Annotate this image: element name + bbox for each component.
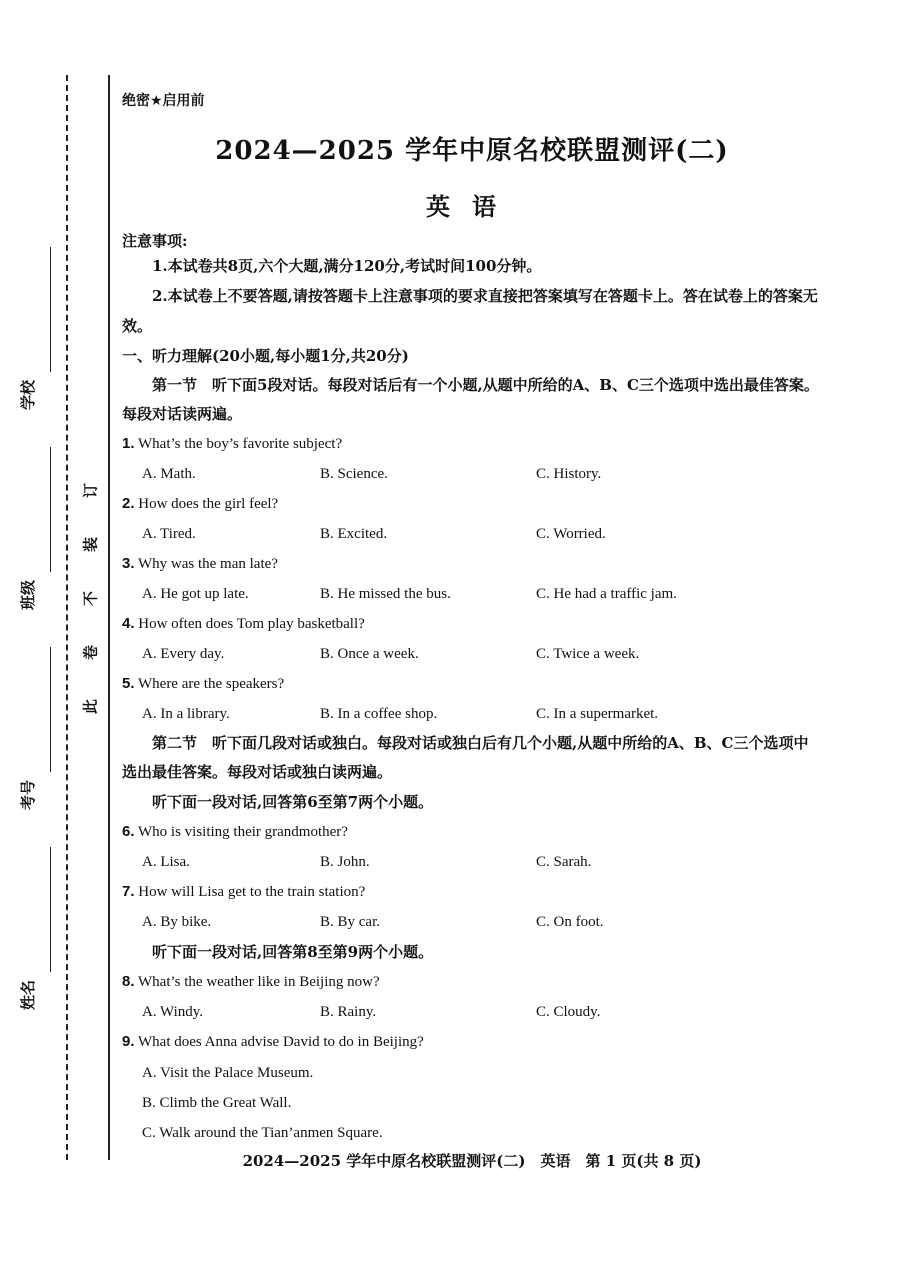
option-b: B. Science. [320,465,388,482]
option-a: A. Visit the Palace Museum. [142,1064,314,1081]
option-b: B. He missed the bus. [320,585,451,602]
part1-instructions: 第一节 听下面5段对话。每段对话后有一个小题,从题中所给的A、B、C三个选项中选出最佳答案。每段对话读两遍。 [122,376,819,423]
option-c: C. Twice a week. [536,645,640,662]
option-c: C. On foot. [536,913,604,930]
question-6 [122,817,822,877]
class-field[interactable] [8,440,88,610]
question-text: What’s the weather like in Beijing now? [138,974,380,990]
question-1 [122,429,822,489]
question-number: 9. [122,1033,135,1050]
notes-heading: 注意事项: [122,232,188,250]
exam-number-field[interactable] [8,640,88,810]
question-5 [122,669,822,729]
question-number: 4. [122,615,135,632]
option-b: B. Once a week. [320,645,419,662]
instruction-8-9: 听下面一段对话,回答第8至第9两个小题。 [152,943,434,961]
question-number: 8. [122,973,135,990]
option-a: A. Every day. [142,645,225,662]
subject-title: 英语 [426,192,518,221]
exam-page [122,90,822,1148]
option-b: B. In a coffee shop. [320,705,438,722]
section-heading: 一、听力理解(20小题,每小题1分,共20分) [122,347,409,365]
school-blank-line[interactable] [50,247,51,372]
seal-char: 装 [81,537,100,553]
instruction-6-7: 听下面一段对话,回答第6至第7两个小题。 [152,793,434,811]
question-text: How does the girl feel? [138,496,279,512]
question-number: 1. [122,435,135,452]
question-text: Who is visiting their grandmother? [138,824,348,840]
option-a: A. Tired. [142,525,196,542]
option-c: C. Sarah. [536,853,592,870]
option-a: A. Windy. [142,1003,204,1020]
question-text: How often does Tom play basketball? [138,616,365,632]
confidential-mark: 绝密★启用前 [122,93,205,109]
question-text: How will Lisa get to the train station? [138,884,366,900]
exam-number-label: 考号 [19,779,37,810]
option-b: B. Rainy. [320,1003,377,1020]
question-number: 5. [122,675,135,692]
binding-margin [0,0,110,1271]
question-text: Why was the man late? [138,556,278,572]
option-a: A. Lisa. [142,853,190,870]
note-item: 1.本试卷共8页,六个大题,满分120分,考试时间100分钟。 [152,257,542,275]
question-2 [122,489,822,549]
option-b: B. John. [320,853,370,870]
question-number: 3. [122,555,135,572]
option-a: A. By bike. [142,913,212,930]
option-c: C. History. [536,465,602,482]
margin-border-line [108,75,110,1160]
name-label: 姓名 [19,979,37,1010]
option-a: A. Math. [142,465,196,482]
question-text: What does Anna advise David to do in Beijing? [138,1034,424,1050]
question-9 [122,1027,822,1148]
exam-number-blank-line[interactable] [50,647,51,772]
question-number: 6. [122,823,135,840]
class-blank-line[interactable] [50,447,51,572]
school-label: 学校 [19,379,37,410]
seal-char: 订 [81,483,100,499]
question-text: What’s the boy’s favorite subject? [138,436,343,452]
option-b: B. By car. [320,913,380,930]
option-c: C. Worried. [536,525,606,542]
exam-title: 2024—2025 学年中原名校联盟测评(二) [215,136,729,166]
name-blank-line[interactable] [50,847,51,972]
option-c: C. He had a traffic jam. [536,585,677,602]
option-a: A. In a library. [142,705,230,722]
note-item: 2.本试卷上不要答题,请按答题卡上注意事项的要求直接把答案填写在答题卡上。答在试卷上的答案无效。 [122,287,818,335]
page-footer: 2024—2025 学年中原名校联盟测评(二) 英语 第 1 页(共 8 页) [242,1152,702,1170]
school-field[interactable] [8,240,88,410]
seal-notice [80,480,100,750]
seal-char: 不 [81,591,100,607]
question-4 [122,609,822,669]
name-field[interactable] [8,840,88,1010]
option-b: B. Excited. [320,525,388,542]
question-number: 7. [122,883,135,900]
option-a: A. He got up late. [142,585,249,602]
seal-char: 卷 [81,645,100,661]
seal-char: 此 [81,699,100,715]
part2-instructions: 第二节 听下面几段对话或独白。每段对话或独白后有几个小题,从题中所给的A、B、C三个选项中选出最佳答案。每段对话或独白读两遍。 [122,734,809,781]
question-8 [122,967,822,1027]
option-c: C. Cloudy. [536,1003,601,1020]
question-3 [122,549,822,609]
class-label: 班级 [19,579,37,610]
question-7 [122,877,822,937]
option-c: C. Walk around the Tian’anmen Square. [142,1124,383,1141]
option-b: B. Climb the Great Wall. [142,1094,292,1111]
option-c: C. In a supermarket. [536,705,659,722]
question-text: Where are the speakers? [138,676,285,692]
question-number: 2. [122,495,135,512]
